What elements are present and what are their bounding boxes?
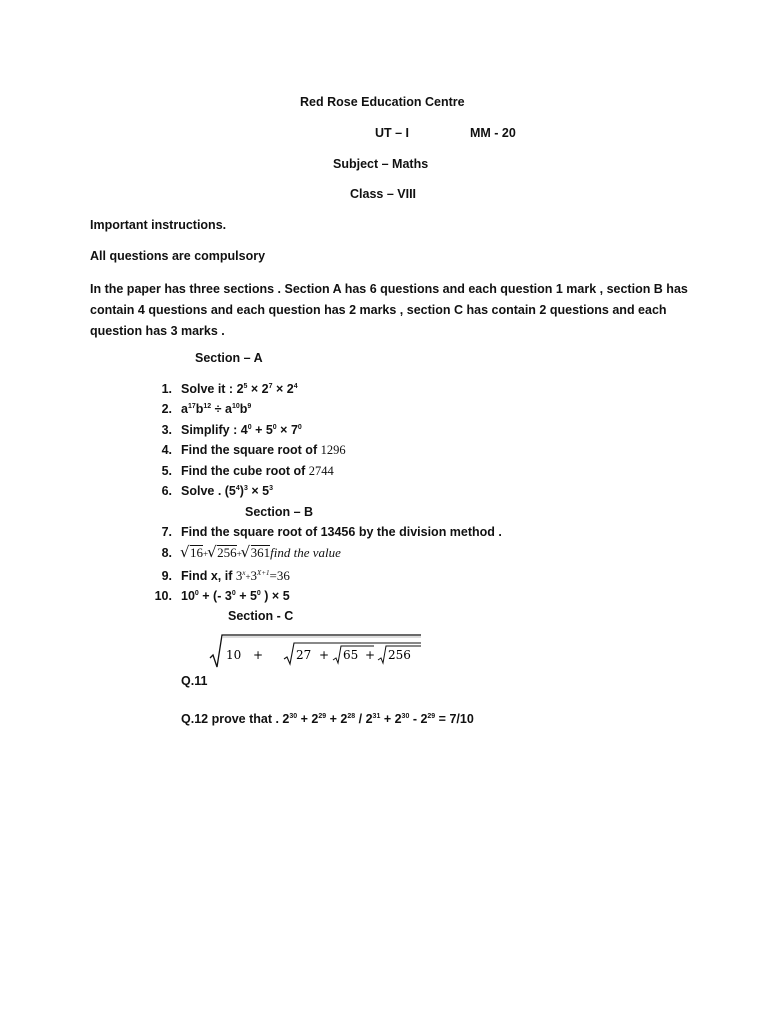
test-name: UT – I (375, 126, 410, 140)
question-9: 9. Find x, if $3^x+3^{X+1}=36$ (161, 568, 290, 583)
question-2: 2. $a^{17}b^{12} \div a^{10}b^9$ (161, 402, 252, 416)
radical-plus-3: + (365, 648, 376, 662)
question-7: 7. Find the square root of 13456 by the division method . (161, 525, 502, 539)
question-5: 5. Find the cube root of 2744 (161, 464, 334, 478)
radical-term-27: 27 (296, 648, 312, 662)
radical-term-256: 256 (388, 648, 411, 662)
instructions-paragraph: In the paper has three sections . Section A has 6 questions and each question 1 mark , section B has contain 4 questions and each question has 2 marks , section C has contain 2 questions and each question has 3 marks . (90, 282, 688, 338)
subject-line: Subject – Maths (333, 157, 429, 171)
section-b-heading: Section – B (245, 505, 314, 519)
instructions-title: Important instructions. (90, 218, 227, 232)
radical-term-65: 65 (343, 648, 359, 662)
instructions-compulsory: All questions are compulsory (90, 249, 266, 263)
question-4: 4. Find the square root of 1296 (161, 443, 346, 457)
question-12: Q.12 prove that . $2^{30} + 2^{29} + 2^{28} / 2^{31} + 2^{30} - 2^{29} = 7/10$ (181, 712, 474, 726)
school-name: Red Rose Education Centre (300, 95, 465, 109)
section-c-heading: Section - C (228, 609, 294, 623)
radical-plus-2: + (319, 648, 330, 662)
radical-term-10: 10 (226, 648, 242, 662)
radical-plus-1: + (253, 648, 264, 662)
question-10: 10. $10^0$ + (- $3^0 + 5^0$ ) × 5 (154, 589, 290, 603)
question-11-label: Q.11 (181, 674, 208, 688)
class-line: Class – VIII (350, 187, 417, 201)
max-marks: MM - 20 (470, 126, 516, 140)
section-a-heading: Section – A (195, 351, 263, 365)
question-8: 8.√ 16+√ 256+√ 361find the value (150, 545, 341, 561)
question-6: 6. Solve . $(5^4)^3 \times 5^3$ (161, 484, 273, 498)
question-1: 1. Solve it : $2^5 \times 2^7 \times 2^4$ (161, 382, 298, 396)
question-3: 3. Simplify : $4^0 + 5^0 \times 7^0$ (161, 423, 302, 437)
nested-radical-svg (208, 632, 423, 670)
nested-radical-figure (208, 632, 423, 670)
